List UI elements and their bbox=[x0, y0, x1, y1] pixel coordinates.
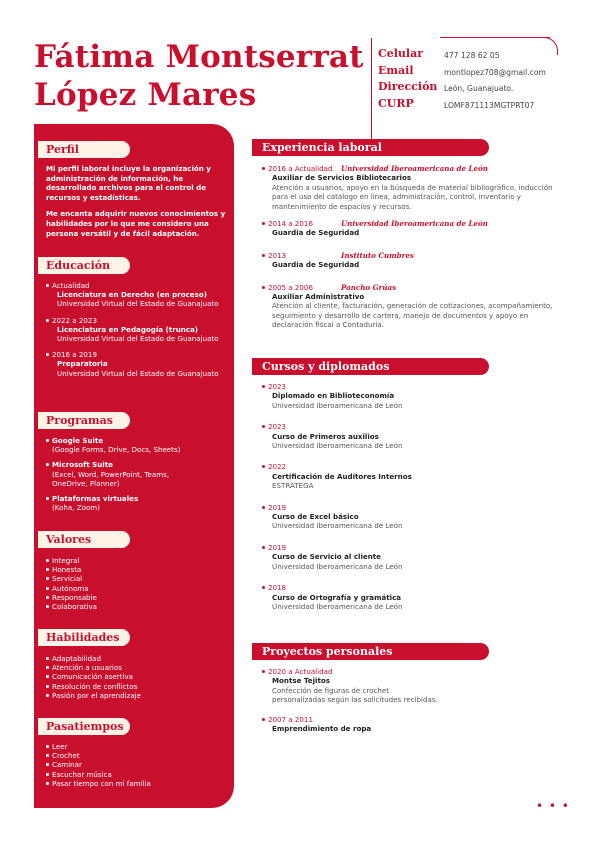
project-name: Montse Tejitos bbox=[272, 676, 330, 686]
project-item bbox=[262, 667, 562, 705]
education-institution: Universidad Virtual del Estado de Guanajuato bbox=[57, 368, 219, 378]
education-item bbox=[46, 316, 230, 344]
decorative-dots: • • • bbox=[536, 799, 570, 813]
course-item bbox=[262, 382, 562, 410]
values-list bbox=[46, 556, 230, 611]
course-institution: ESTRATEGA bbox=[272, 481, 314, 491]
experience-org: Instituto Cumbres bbox=[341, 250, 414, 260]
hobby-item: Caminar bbox=[46, 760, 230, 769]
course-name: Curso de Primeros auxilios bbox=[272, 431, 379, 441]
course-item bbox=[262, 543, 562, 571]
contact-label-curp: CURP bbox=[378, 96, 414, 110]
course-item bbox=[262, 462, 562, 490]
hobbies-list bbox=[46, 742, 230, 788]
courses-list bbox=[262, 382, 562, 619]
hobby-item: Crochet bbox=[46, 751, 230, 760]
education-period: 2016 a 2019 bbox=[46, 350, 230, 359]
education-period: 2022 a 2023 bbox=[46, 316, 230, 325]
name-line-1: Fátima Montserrat bbox=[34, 39, 364, 75]
experience-role: Guardia de Seguridad bbox=[272, 228, 360, 238]
course-year: 2019 bbox=[262, 543, 562, 552]
program-name: Microsoft Suite bbox=[46, 460, 230, 469]
contact-address: León, Guanajuato. bbox=[444, 84, 514, 93]
program-detail: (Koha, Zoom) bbox=[52, 503, 100, 513]
hobby-item: Escuchar música bbox=[46, 770, 230, 779]
project-item bbox=[262, 715, 562, 734]
perfil-text bbox=[46, 164, 226, 238]
course-year: 2018 bbox=[262, 583, 562, 592]
programs-list bbox=[46, 436, 230, 512]
education-item bbox=[46, 281, 230, 309]
experience-item bbox=[262, 164, 562, 211]
perfil-paragraph-2: Me encanta adquirir nuevos conocimientos y habilidades por lo que me considero una persona versátil y de fácil adaptación. bbox=[46, 209, 226, 238]
experience-period: 2013 bbox=[262, 251, 562, 260]
experience-role: Auxiliar de Servicios Bibliotecarios bbox=[272, 173, 412, 183]
skill-item: Resolución de conflictos bbox=[46, 682, 230, 691]
experience-item bbox=[262, 219, 562, 238]
contact-label-email: Email bbox=[378, 63, 414, 77]
course-institution: Universidad Iberoamericana de León bbox=[272, 521, 403, 531]
section-title-experiencia: Experiencia laboral bbox=[252, 139, 489, 156]
course-year: 2023 bbox=[262, 422, 562, 431]
course-name: Curso de Ortografía y gramática bbox=[272, 592, 402, 602]
education-period: Actualidad bbox=[46, 281, 230, 290]
course-name: Curso de Excel básico bbox=[272, 512, 359, 522]
contact-values bbox=[444, 48, 546, 114]
experience-period: 2016 a Actualidad bbox=[262, 164, 562, 173]
project-name: Emprendimiento de ropa bbox=[272, 724, 372, 734]
skill-item: Comunicación asertiva bbox=[46, 672, 230, 681]
course-item bbox=[262, 583, 562, 611]
section-title-pasatiempos: Pasatiempos bbox=[38, 718, 130, 735]
course-name: Curso de Servicio al cliente bbox=[272, 552, 381, 562]
experience-org: Universidad Iberoamericana de León bbox=[341, 164, 488, 173]
section-title-cursos: Cursos y diplomados bbox=[252, 358, 489, 375]
course-year: 2023 bbox=[262, 382, 562, 391]
skill-item: Pasión por el aprendizaje bbox=[46, 691, 230, 700]
section-title-programas: Programas bbox=[38, 412, 130, 429]
experience-role: Guardia de Seguridad bbox=[272, 260, 360, 270]
program-detail: (Google Forms, Drive, Docs, Sheets) bbox=[52, 445, 181, 455]
course-name: Diplomado en Biblioteconomía bbox=[272, 391, 395, 401]
value-item: Responsable bbox=[46, 593, 230, 602]
project-period: 2020 a Actualidad bbox=[262, 667, 562, 676]
experience-period: 2014 a 2016 bbox=[262, 219, 562, 228]
experience-desc: Atención a usuarios, apoyo en la búsqueda de material bibliográfico, inducción para el uso del catalogo en línea, administración, control, inventario y mantenimiento de espacios y recursos. bbox=[272, 182, 553, 211]
project-period: 2007 a 2011 bbox=[262, 715, 562, 724]
program-item bbox=[46, 436, 230, 454]
program-item bbox=[46, 494, 230, 512]
section-title-perfil: Perfil bbox=[38, 141, 130, 158]
education-item bbox=[46, 350, 230, 378]
education-degree: Licenciatura en Pedagogía (trunca) bbox=[57, 324, 199, 334]
experience-period: 2005 a 2006 bbox=[262, 283, 562, 292]
education-degree: Preparatoria bbox=[57, 359, 108, 369]
contact-labels bbox=[378, 46, 437, 112]
program-name: Google Suite bbox=[46, 436, 230, 445]
contact-email: montlopez708@gmail.com bbox=[444, 67, 546, 77]
value-item: Colaborativa bbox=[46, 602, 230, 611]
course-year: 2019 bbox=[262, 503, 562, 512]
perfil-paragraph-1: Mi perfil laboral incluye la organización y administración de información, he desarrollado archivos para el control de recursos y estadísticas. bbox=[46, 164, 211, 202]
experience-list bbox=[262, 164, 562, 338]
program-detail: (Excel, Word, PowerPoint, Teams, OneDrive, Planner) bbox=[52, 469, 170, 488]
contact-label-phone: Celular bbox=[378, 47, 424, 60]
section-title-proyectos: Proyectos personales bbox=[252, 643, 489, 660]
experience-desc: Atención al cliente, facturación, generación de cotizaciones, acompañamiento, seguimiento y desarrollo de cartera, manejo de documentos y apoyo en declaración fiscal a Contaduría. bbox=[272, 301, 553, 330]
contact-phone: 477 128 62 05 bbox=[444, 51, 500, 60]
course-item bbox=[262, 422, 562, 450]
course-institution: Universidad Iberoamericana de León bbox=[272, 441, 403, 451]
value-item: Servicial bbox=[46, 574, 230, 583]
section-title-educacion: Educación bbox=[38, 257, 130, 274]
course-item bbox=[262, 503, 562, 531]
contact-divider bbox=[371, 38, 372, 148]
hobby-item: Pasar tiempo con mi familia bbox=[46, 779, 230, 788]
course-name: Certificación de Auditores Internos bbox=[272, 471, 412, 481]
skill-item: Adaptabilidad bbox=[46, 654, 230, 663]
experience-org: Universidad Iberoamericana de León bbox=[341, 219, 488, 229]
course-institution: Universidad Iberoamericana de León bbox=[272, 601, 403, 611]
section-title-habilidades: Habilidades bbox=[38, 629, 130, 646]
experience-item bbox=[262, 251, 562, 270]
hobby-item: Leer bbox=[46, 742, 230, 751]
course-institution: Universidad Iberoamericana de León bbox=[272, 400, 403, 410]
value-item: Integral bbox=[46, 556, 230, 565]
experience-role: Auxiliar Administrativo bbox=[272, 292, 365, 302]
value-item: Autónoma bbox=[46, 584, 230, 593]
education-institution: Universidad Virtual del Estado de Guanajuato bbox=[57, 334, 219, 344]
contact-label-address: Dirección bbox=[378, 80, 438, 93]
skill-item: Atención a usuarios bbox=[46, 663, 230, 672]
program-item bbox=[46, 460, 230, 488]
education-institution: Universidad Virtual del Estado de Guanajuato bbox=[57, 299, 219, 309]
education-degree: Licenciatura en Derecho (en proceso) bbox=[57, 290, 207, 300]
name-line-2: López Mares bbox=[34, 77, 257, 113]
section-title-valores: Valores bbox=[38, 531, 130, 548]
projects-list bbox=[262, 667, 562, 741]
contact-curp: LOMF871113MGTPRT07 bbox=[444, 100, 535, 110]
course-institution: Universidad Iberoamericana de León bbox=[272, 561, 403, 571]
course-year: 2022 bbox=[262, 462, 562, 471]
skills-list bbox=[46, 654, 230, 700]
experience-item bbox=[262, 283, 562, 330]
candidate-name bbox=[34, 38, 364, 114]
project-desc: Confección de figuras de crochet personalizadas según las solicitudes recibidas. bbox=[272, 685, 438, 705]
value-item: Honesta bbox=[46, 565, 230, 574]
contact-top-rule bbox=[440, 37, 550, 38]
experience-org: Pancho Grúas bbox=[341, 282, 397, 292]
program-name: Plataformas virtuales bbox=[46, 494, 230, 503]
education-list bbox=[46, 281, 230, 378]
